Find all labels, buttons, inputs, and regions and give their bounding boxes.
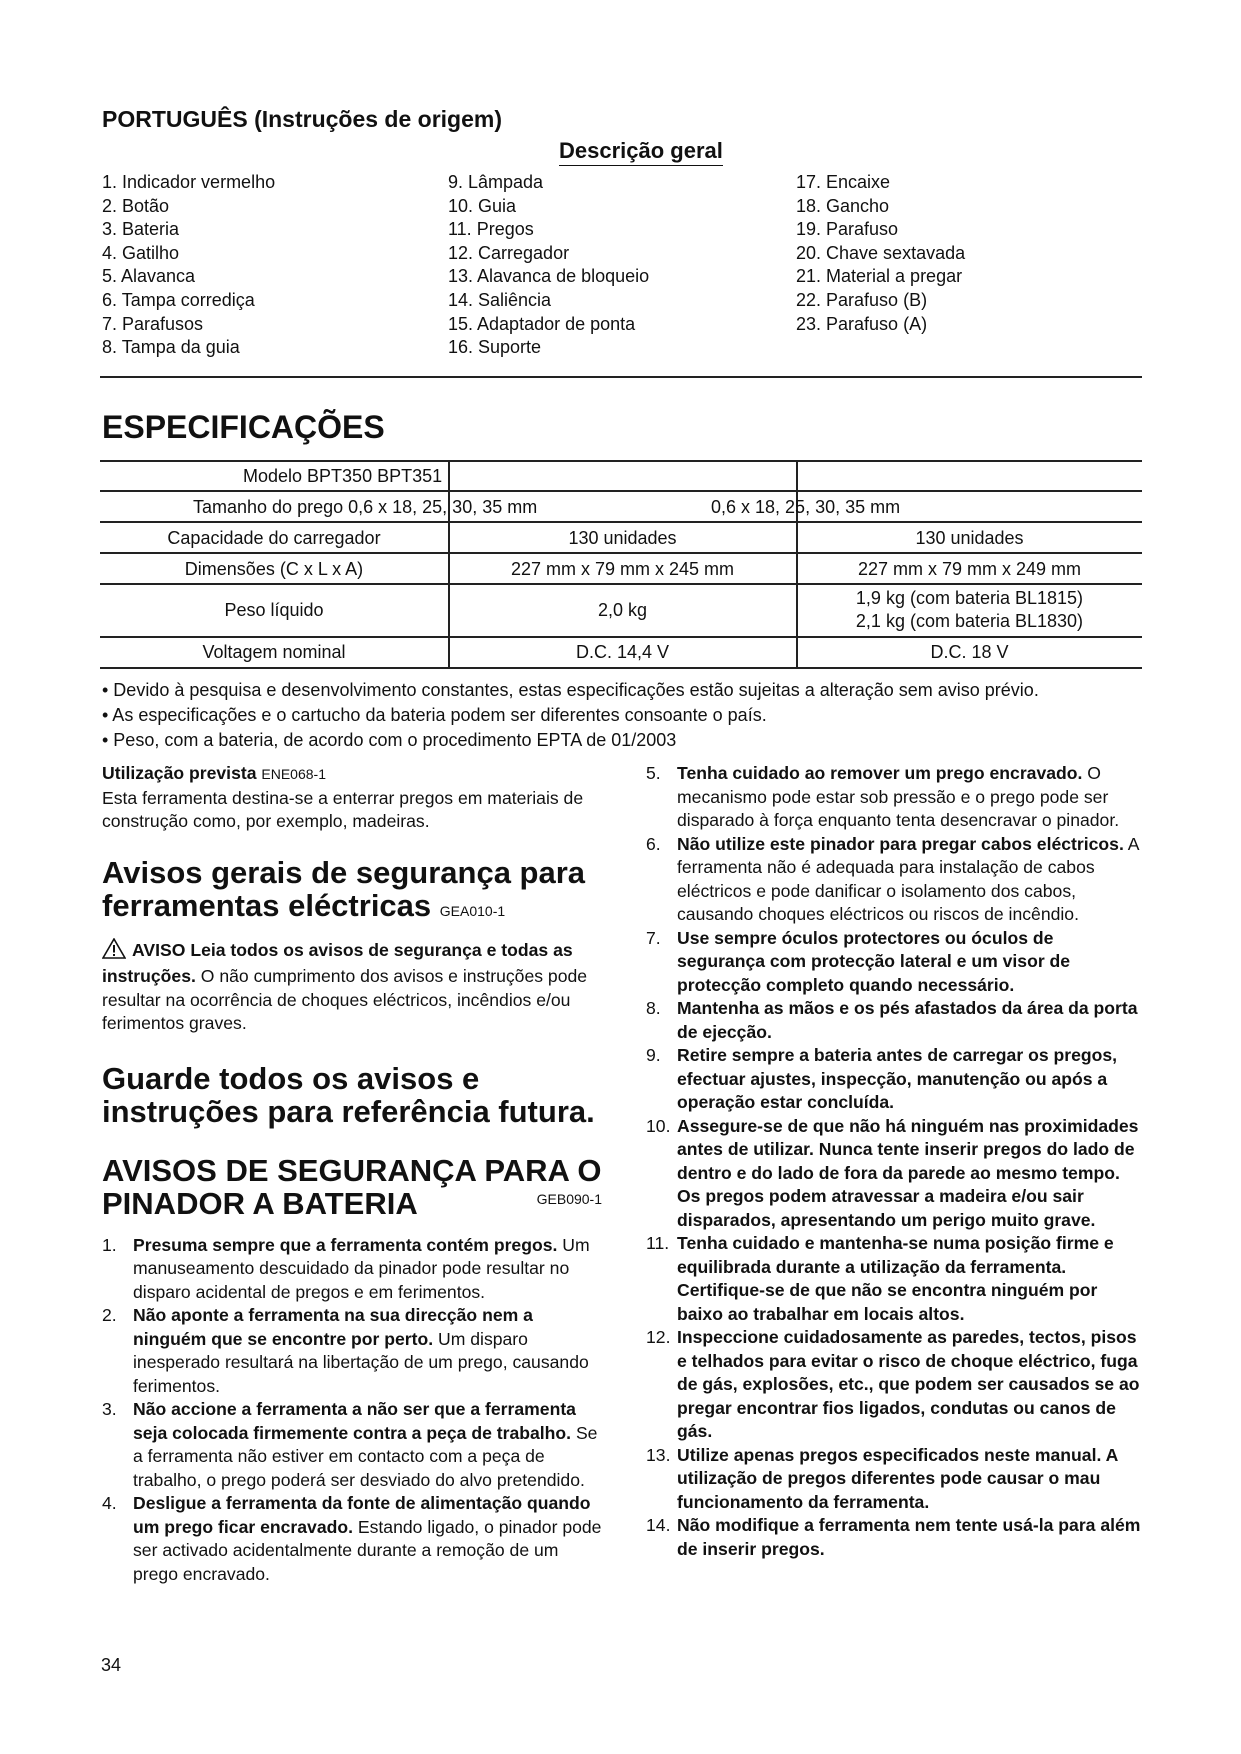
spec-value-bpt350: 2,0 kg xyxy=(597,600,648,620)
spec-value-bpt350: 227 mm x 79 mm x 245 mm xyxy=(510,559,735,579)
part-item: 8. Tampa da guia xyxy=(102,337,240,358)
item-number: 6. xyxy=(646,833,661,854)
part-item: 12. Carregador xyxy=(448,242,570,263)
nail-size-value: 0,6 x 18, 25, 30, 35 mm xyxy=(711,497,901,517)
safety-item xyxy=(646,1514,1146,1561)
safety-item xyxy=(646,927,1146,998)
table-rule xyxy=(100,636,1142,638)
item-bold: Presuma sempre que a ferramenta contém pregos. xyxy=(133,1234,558,1255)
part-item: 23. Parafuso (A) xyxy=(796,313,928,334)
left-column xyxy=(102,762,602,1586)
part-item: 18. Gancho xyxy=(796,195,890,216)
model-row: Modelo BPT350 BPT351 xyxy=(243,466,443,486)
item-bold: Mantenha as mãos e os pés afastados da área da porta de ejecção. xyxy=(677,998,1138,1042)
item-bold: Desligue a ferramenta da fonte de alimentação quando um prego ficar encravado. xyxy=(133,1493,591,1537)
item-number: 7. xyxy=(646,927,661,948)
safety-item xyxy=(646,833,1146,927)
item-bold: Tenha cuidado e mantenha-se numa posição firme e equilibrada durante a utilização da ferramenta. Certifique-se de que não se encontra ninguém por baixo ao trabalhar em locais altos. xyxy=(677,1233,1114,1324)
part-item: 21. Material a pregar xyxy=(796,266,963,287)
item-bold: Inspeccione cuidadosamente as paredes, tectos, pisos e telhados para evitar o risco de choque eléctrico, fuga de gás, explosões, etc., que podem ser causados se ao pregar encontrar fios ligados, condutas ou canos de gás. xyxy=(677,1327,1140,1441)
intended-use-heading xyxy=(102,762,602,787)
spec-label: Capacidade do carregador xyxy=(167,528,381,548)
language-title: PORTUGUÊS (Instruções de origem) xyxy=(102,106,503,132)
item-number: 8. xyxy=(646,998,661,1018)
spec-label: Peso líquido xyxy=(224,600,324,620)
item-number: 11. xyxy=(646,1233,670,1253)
safety-item xyxy=(646,1326,1146,1444)
safety-item xyxy=(646,997,1146,1044)
nailer-safety-title-row xyxy=(102,1187,602,1220)
safety-item xyxy=(102,1304,602,1398)
item-bold: Não accione a ferramenta a não ser que a ferramenta seja colocada firmemente contra a peça de trabalho. xyxy=(133,1399,576,1443)
intended-use-text: Esta ferramenta destina-se a enterrar pregos em materiais de construção como, por exemplo, madeiras. xyxy=(102,787,584,831)
general-warning-bold: AVISO Leia todos os avisos de segurança e todas as instruções. xyxy=(102,939,573,986)
safety-item xyxy=(646,1044,1146,1115)
item-number: 1. xyxy=(102,1234,117,1255)
safety-item xyxy=(646,1115,1146,1233)
part-item: 15. Adaptador de ponta xyxy=(448,313,636,334)
part-item: 1. Indicador vermelho xyxy=(102,172,276,192)
right-column xyxy=(646,762,1146,1561)
part-item: 5. Alavanca xyxy=(102,266,196,287)
part-item: 2. Botão xyxy=(102,195,170,216)
spec-note: • As especificações e o cartucho da bateria podem ser diferentes consoante o país. xyxy=(102,705,767,725)
part-item: 14. Saliência xyxy=(448,289,552,310)
nailer-safety-code: GEB090-1 xyxy=(536,1190,602,1207)
spec-note: • Peso, com a bateria, de acordo com o procedimento EPTA de 01/2003 xyxy=(102,730,677,750)
item-text: O mecanismo pode estar sob pressão e o prego pode ser disparado à força enquanto tenta desencravar o pinador. xyxy=(677,763,1120,830)
part-item: 16. Suporte xyxy=(448,337,542,358)
item-bold: Use sempre óculos protectores ou óculos de segurança com protecção lateral e um visor de protecção completo quando necessário. xyxy=(677,927,1071,995)
item-bold: Tenha cuidado ao remover um prego encravado. xyxy=(677,763,1083,783)
item-number: 3. xyxy=(102,1399,117,1419)
part-item: 11. Pregos xyxy=(448,219,534,240)
table-rule xyxy=(100,460,1142,462)
part-item: 13. Alavanca de bloqueio xyxy=(448,266,650,287)
item-text: Um disparo inesperado resultará na libertação de um prego, causando ferimentos. xyxy=(133,1328,589,1396)
parts-column-1 xyxy=(102,171,275,360)
spec-value-bpt351: 130 unidades xyxy=(915,528,1024,548)
table-rule xyxy=(100,667,1142,669)
part-item: 4. Gatilho xyxy=(102,242,180,263)
item-number: 5. xyxy=(646,763,661,783)
part-item: 19. Parafuso xyxy=(796,219,899,240)
table-rule xyxy=(100,521,1142,523)
spec-value-bpt351: D.C. 18 V xyxy=(930,642,1009,662)
parts-column-2 xyxy=(448,171,649,360)
item-bold: Não aponte a ferramenta na sua direcção nem a ninguém que se encontre por perto. xyxy=(133,1305,533,1349)
spec-value-bpt350: 130 unidades xyxy=(568,528,677,548)
part-item: 22. Parafuso (B) xyxy=(796,289,928,310)
item-number: 2. xyxy=(102,1305,117,1325)
nailer-safety-title-1: AVISOS DE SEGURANÇA PARA O xyxy=(102,1152,602,1188)
general-warning xyxy=(102,938,602,1036)
keep-instructions-heading: Guarde todos os avisos e instruções para referência futura. xyxy=(102,1060,595,1129)
specifications-title: ESPECIFICAÇÕES xyxy=(102,409,385,445)
safety-item xyxy=(102,1492,602,1586)
item-number: 10. xyxy=(646,1115,671,1136)
general-safety-heading xyxy=(102,856,602,928)
safety-item xyxy=(102,1234,602,1305)
part-item: 9. Lâmpada xyxy=(448,172,544,192)
part-item: 17. Encaixe xyxy=(796,172,891,192)
nailer-safety-heading xyxy=(102,1154,602,1220)
part-item: 10. Guia xyxy=(448,195,517,216)
spec-notes xyxy=(102,678,1039,753)
nailer-safety-list-left xyxy=(102,1234,602,1587)
item-number: 14. xyxy=(646,1515,671,1535)
spec-label: Voltagem nominal xyxy=(202,642,346,662)
general-safety-title: Avisos gerais de segurança para ferramentas eléctricas xyxy=(102,854,586,923)
nailer-safety-title-2: PINADOR A BATERIA xyxy=(102,1185,418,1221)
part-item: 20. Chave sextavada xyxy=(796,242,966,263)
safety-item xyxy=(646,762,1146,833)
general-warning-text: O não cumprimento dos avisos e instruções pode resultar na ocorrência de choques eléctricos, incêndios e/ou ferimentos graves. xyxy=(102,966,588,1033)
spec-value-bpt350: D.C. 14,4 V xyxy=(575,642,670,662)
item-number: 13. xyxy=(646,1444,671,1465)
spec-note: • Devido à pesquisa e desenvolvimento constantes, estas especificações estão sujeitas a alteração sem aviso prévio. xyxy=(102,680,1039,700)
table-rule xyxy=(100,490,1142,492)
parts-column-3 xyxy=(796,171,965,336)
table-rule xyxy=(100,583,1142,585)
spec-label: Dimensões (C x L x A) xyxy=(184,559,364,579)
item-bold: Não utilize este pinador para pregar cabos eléctricos. xyxy=(677,833,1124,854)
spec-value-bpt351: 227 mm x 79 mm x 249 mm xyxy=(857,559,1082,579)
item-text: Estando ligado, o pinador pode ser activado acidentalmente durante a remoção de um prego encravado. xyxy=(133,1516,602,1584)
nail-size-label: Tamanho do prego 0,6 x 18, 25, 30, 35 mm xyxy=(193,497,538,517)
part-item: 7. Parafusos xyxy=(102,313,204,334)
item-number: 9. xyxy=(646,1045,661,1065)
safety-item xyxy=(646,1444,1146,1515)
item-bold: Retire sempre a bateria antes de carregar os pregos, efectuar ajustes, inspecção, manutenção ou após a operação estar concluída. xyxy=(677,1045,1118,1112)
item-number: 4. xyxy=(102,1493,117,1513)
general-safety-code: GEA010-1 xyxy=(439,902,506,919)
spec-value-bpt351: 1,9 kg (com bateria BL1815) xyxy=(855,588,1084,608)
warning-triangle-icon xyxy=(102,938,126,966)
item-bold: Não modifique a ferramenta nem tente usá-la para além de inserir pregos. xyxy=(677,1515,1141,1559)
table-rule xyxy=(100,552,1142,554)
item-text: Se a ferramenta não estiver em contacto com a peça de trabalho, o prego poderá ser desviado do alvo pretendido. xyxy=(133,1422,598,1490)
item-number: 12. xyxy=(646,1327,671,1347)
intended-use-title: Utilização prevista xyxy=(102,763,257,783)
safety-item xyxy=(102,1398,602,1492)
intended-use-code: ENE068-1 xyxy=(261,766,326,782)
item-bold: Utilize apenas pregos especificados neste manual. A utilização de pregos diferentes pode causar o mau funcionamento da ferramenta. xyxy=(677,1444,1118,1512)
spec-value-bpt351: 2,1 kg (com bateria BL1830) xyxy=(855,611,1084,631)
item-text: A ferramenta não é adequada para instalação de cabos eléctricos e pode danificar o isolamento dos cabos, causando choques eléctricos ou riscos de incêndio. xyxy=(677,833,1139,924)
general-description-title: Descrição geral xyxy=(559,138,723,166)
page-number: 34 xyxy=(101,1655,122,1675)
section-divider xyxy=(100,376,1142,378)
part-item: 3. Bateria xyxy=(102,219,180,240)
item-bold: Assegure-se de que não há ninguém nas proximidades antes de utilizar. Nunca tente inserir pregos do lado de dentro e do lado de fora da parede ao mesmo tempo. Os pregos podem atravessar a madeira e/ou sair disparados, apresentando um perigo muito grave. xyxy=(677,1115,1139,1230)
safety-item xyxy=(646,1232,1146,1326)
part-item: 6. Tampa corrediça xyxy=(102,289,255,310)
item-text: Um manuseamento descuidado da pinador pode resultar no disparo acidental de pregos e em ferimentos. xyxy=(133,1234,590,1302)
